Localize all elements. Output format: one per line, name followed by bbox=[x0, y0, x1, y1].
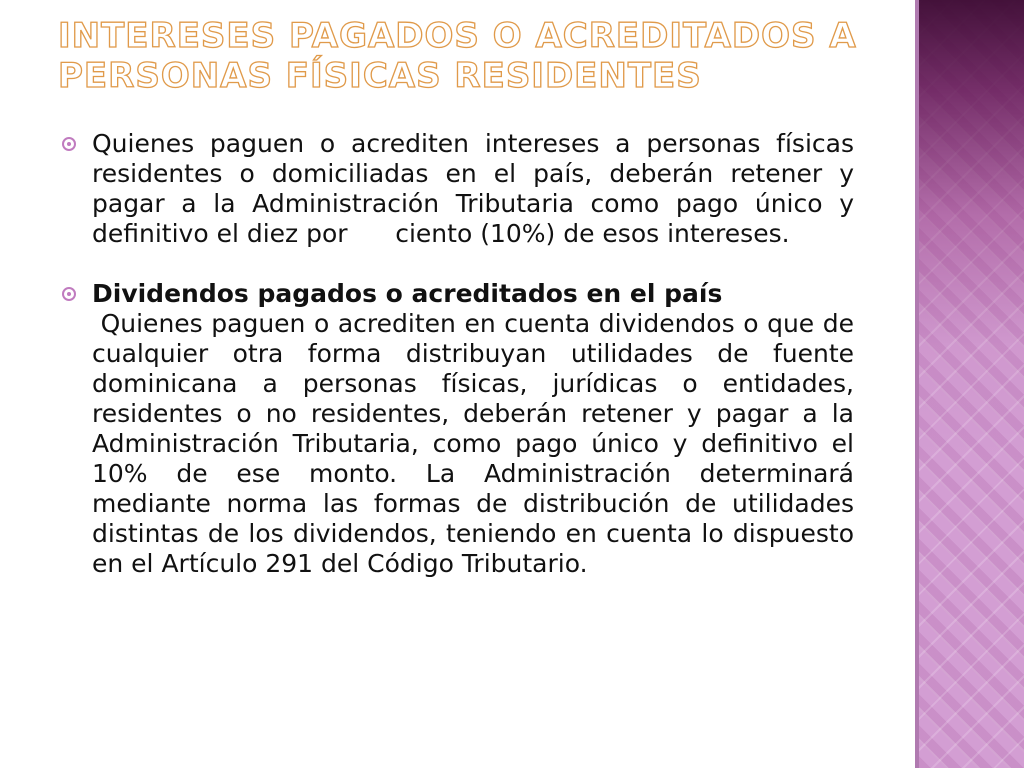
decorative-side-band bbox=[912, 0, 1024, 768]
bullet-item-intereses bbox=[60, 129, 862, 249]
bullet-heading: Dividendos pagados o acreditados en el país bbox=[92, 279, 723, 308]
bullet-item-dividendos bbox=[60, 279, 854, 309]
slide-content bbox=[60, 129, 862, 579]
circle-bullet-icon bbox=[62, 137, 76, 151]
bullet-text: Quienes paguen o acrediten intereses a personas físicas residentes o domiciliadas en el país, deberán retener y pagar a la Administración Tributaria como pago único y definitivo el diez por ciento (10%) de esos intereses. bbox=[92, 129, 862, 248]
circle-bullet-icon bbox=[62, 287, 76, 301]
slide-title: INTERESES PAGADOS O ACREDITADOS A PERSONAS FÍSICAS RESIDENTES bbox=[58, 16, 857, 96]
dividendos-paragraph: Quienes paguen o acrediten en cuenta dividendos o que de cualquier otra forma distribuyan utilidades de fuente dominicana a personas físicas, jurídicas o entidades, residentes o no residentes, deberán retener y pagar a la Administración Tributaria, como pago único y definitivo el 10% de ese monto. La Administración determinará mediante norma las formas de distribución de utilidades distintas de los dividendos, teniendo en cuenta lo dispuesto en el Artículo 291 del Código Tributario. bbox=[92, 309, 862, 578]
